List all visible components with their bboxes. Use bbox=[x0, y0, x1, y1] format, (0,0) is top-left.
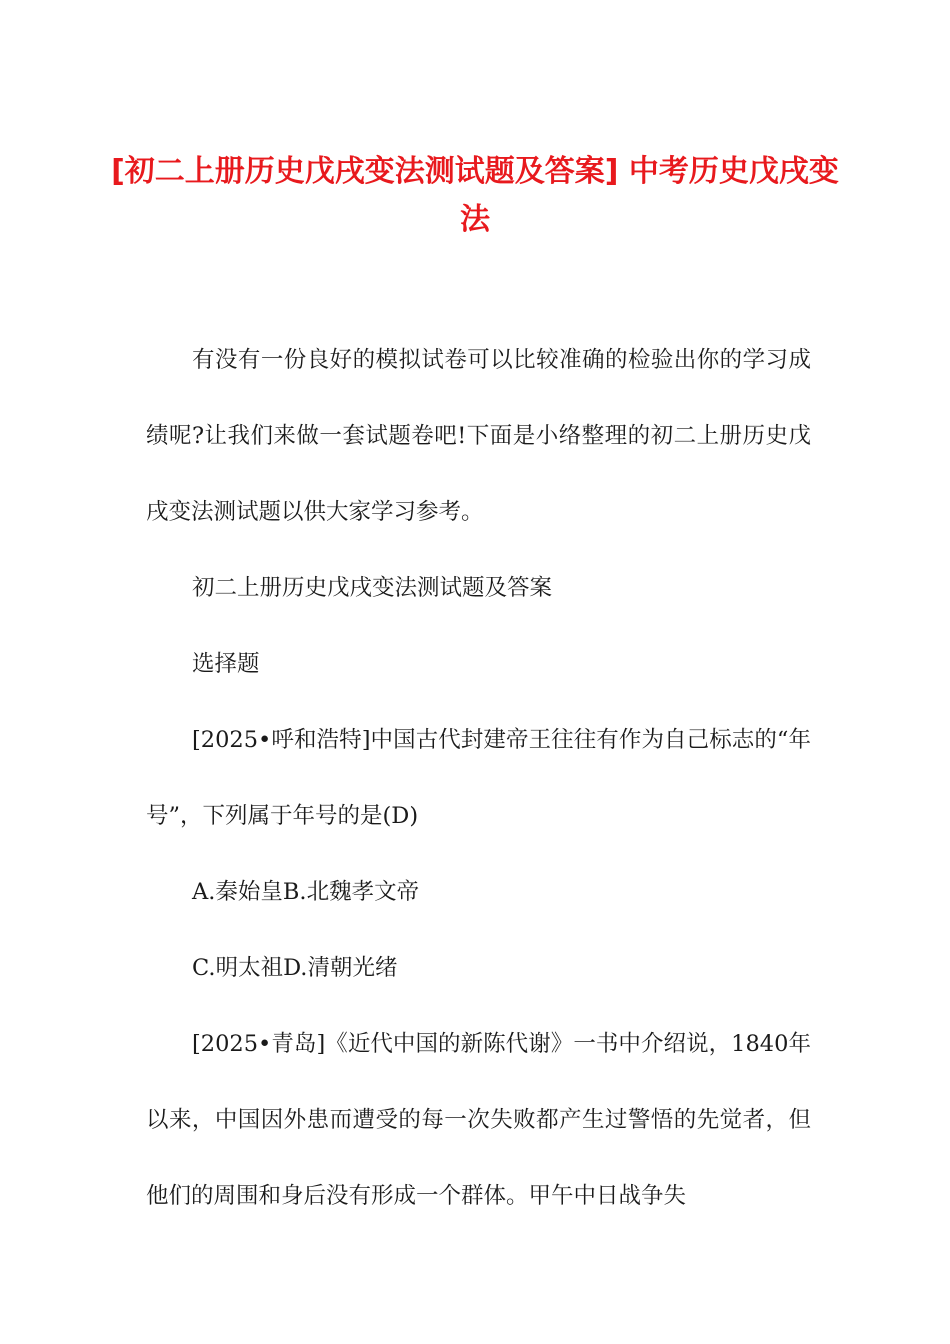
document-body bbox=[146, 322, 811, 1234]
question-type-label: 选择题 bbox=[192, 651, 260, 677]
question-1-options-cd: C.明太祖D.清朝光绪 bbox=[192, 955, 398, 981]
question-1: [2025•呼和浩特]中国古代封建帝王往往有作为自己标志的“年号”，下列属于年号的是(D) bbox=[146, 727, 811, 829]
question-2: [2025•青岛]《近代中国的新陈代谢》一书中介绍说，1840年以来，中国因外患而遭受的每一次失败都产生过警悟的先觉者，但他们的周围和身后没有形成一个群体。甲午中日战争失 bbox=[146, 1031, 811, 1209]
section-heading: 初二上册历史戊戌变法测试题及答案 bbox=[192, 575, 553, 601]
question-1-options-ab: A.秦始皇B.北魏孝文帝 bbox=[192, 879, 420, 905]
intro-paragraph: 有没有一份良好的模拟试卷可以比较准确的检验出你的学习成绩呢?让我们来做一套试题卷吧!下面是小络整理的初二上册历史戊戌变法测试题以供大家学习参考。 bbox=[146, 347, 811, 525]
document-title: [初二上册历史戊戌变法测试题及答案] 中考历史戊戌变法 bbox=[111, 154, 839, 237]
